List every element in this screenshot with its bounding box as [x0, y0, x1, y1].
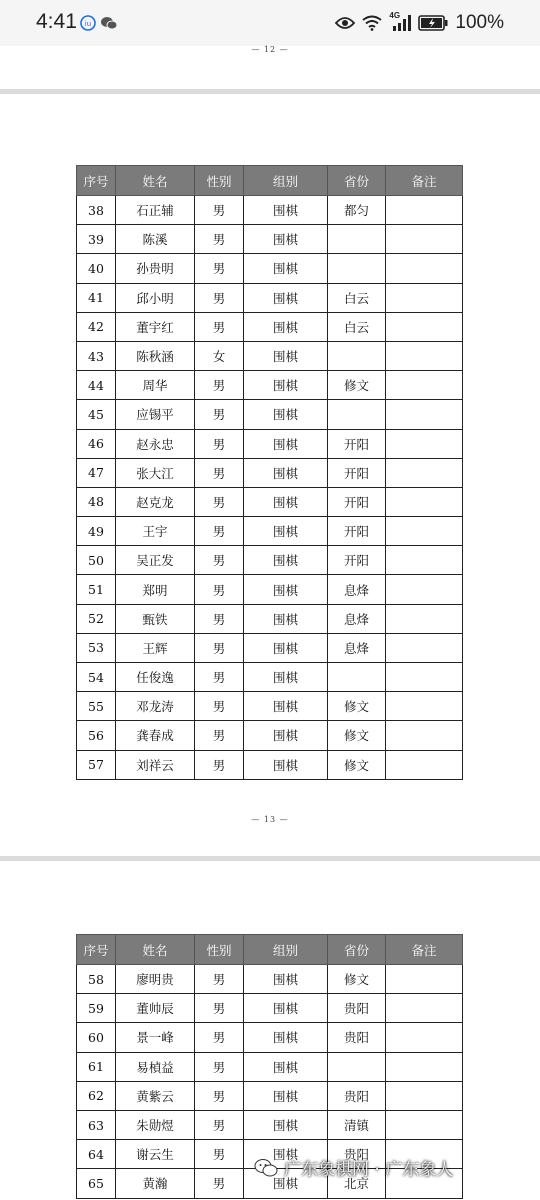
cell-name: 郑明	[116, 575, 195, 604]
cell-province: 白云	[328, 283, 386, 312]
cell-name: 王宇	[116, 517, 195, 546]
cell-remarks	[386, 663, 463, 692]
cell-index: 57	[77, 750, 116, 779]
cell-remarks	[386, 965, 463, 994]
cell-group: 围棋	[244, 458, 328, 487]
table-row	[77, 371, 463, 400]
status-time: 4:41	[36, 10, 77, 33]
header-province: 省份	[328, 935, 386, 965]
cell-index: 56	[77, 721, 116, 750]
cell-name: 黄紫云	[116, 1081, 195, 1110]
cell-group: 围棋	[244, 692, 328, 721]
table-row	[77, 283, 463, 312]
cell-group: 围棋	[244, 225, 328, 254]
table-row	[77, 254, 463, 283]
cell-group: 围棋	[244, 604, 328, 633]
cell-gender: 男	[195, 1052, 244, 1081]
cell-remarks	[386, 371, 463, 400]
cell-gender: 男	[195, 994, 244, 1023]
cell-remarks	[386, 196, 463, 225]
cell-province: 贵阳	[328, 994, 386, 1023]
cell-group: 围棋	[244, 196, 328, 225]
cell-group: 围棋	[244, 633, 328, 662]
app-notification-icon	[80, 15, 96, 31]
cell-group: 围棋	[244, 1169, 328, 1198]
cell-group: 围棋	[244, 517, 328, 546]
cell-province: 北京	[328, 1169, 386, 1198]
cell-index: 48	[77, 487, 116, 516]
table-row	[77, 225, 463, 254]
roster-table	[76, 165, 463, 780]
cell-gender: 男	[195, 283, 244, 312]
cell-group: 围棋	[244, 283, 328, 312]
table-row	[77, 196, 463, 225]
cell-index: 50	[77, 546, 116, 575]
header-remarks: 备注	[386, 166, 463, 196]
cell-name: 石正辅	[116, 196, 195, 225]
cell-group: 围棋	[244, 487, 328, 516]
cell-gender: 男	[195, 1169, 244, 1198]
cell-province: 息烽	[328, 633, 386, 662]
cell-index: 64	[77, 1140, 116, 1169]
header-group: 组别	[244, 935, 328, 965]
cell-gender: 男	[195, 1110, 244, 1139]
table-row	[77, 1110, 463, 1139]
battery-percent: 100%	[455, 12, 504, 33]
cell-remarks	[386, 341, 463, 370]
cell-group: 围棋	[244, 341, 328, 370]
table-row	[77, 517, 463, 546]
cell-name: 廖明贵	[116, 965, 195, 994]
cell-index: 46	[77, 429, 116, 458]
cell-remarks	[386, 994, 463, 1023]
cell-gender: 男	[195, 312, 244, 341]
cell-index: 65	[77, 1169, 116, 1198]
cell-group: 围棋	[244, 663, 328, 692]
cell-gender: 男	[195, 604, 244, 633]
cell-province: 开阳	[328, 517, 386, 546]
table-row	[77, 663, 463, 692]
cell-remarks	[386, 692, 463, 721]
cell-index: 51	[77, 575, 116, 604]
cell-name: 黄瀚	[116, 1169, 195, 1198]
cell-name: 邱小明	[116, 283, 195, 312]
cell-group: 围棋	[244, 254, 328, 283]
cell-remarks	[386, 604, 463, 633]
cell-gender: 男	[195, 721, 244, 750]
page-separator	[0, 89, 540, 94]
header-name: 姓名	[116, 935, 195, 965]
cell-remarks	[386, 750, 463, 779]
cell-gender: 男	[195, 487, 244, 516]
cell-name: 孙贵明	[116, 254, 195, 283]
cell-name: 任俊逸	[116, 663, 195, 692]
watermark-text: 广东象棋网 · 广东象人	[284, 1160, 454, 1180]
cell-name: 周华	[116, 371, 195, 400]
cell-name: 王辉	[116, 633, 195, 662]
cell-gender: 男	[195, 692, 244, 721]
cell-group: 围棋	[244, 1081, 328, 1110]
cell-gender: 男	[195, 371, 244, 400]
cell-province: 修文	[328, 750, 386, 779]
cell-name: 甄铁	[116, 604, 195, 633]
cell-group: 围棋	[244, 312, 328, 341]
table-header-row	[77, 935, 463, 965]
cell-gender: 男	[195, 458, 244, 487]
cell-group: 围棋	[244, 994, 328, 1023]
cell-index: 49	[77, 517, 116, 546]
cell-province: 开阳	[328, 487, 386, 516]
cell-name: 吴正发	[116, 546, 195, 575]
cell-remarks	[386, 1081, 463, 1110]
cell-gender: 男	[195, 400, 244, 429]
cell-remarks	[386, 312, 463, 341]
cell-province: 贵阳	[328, 1023, 386, 1052]
cell-province: 修文	[328, 965, 386, 994]
cell-province	[328, 400, 386, 429]
table-row	[77, 604, 463, 633]
cell-gender: 男	[195, 254, 244, 283]
cell-gender: 男	[195, 1081, 244, 1110]
cell-province: 白云	[328, 312, 386, 341]
cell-index: 53	[77, 633, 116, 662]
cell-gender: 男	[195, 517, 244, 546]
cell-gender: 男	[195, 663, 244, 692]
table-row	[77, 429, 463, 458]
cellular-signal-icon	[389, 11, 411, 31]
header-gender: 性别	[195, 935, 244, 965]
svg-text:iu: iu	[84, 20, 92, 28]
cell-remarks	[386, 1110, 463, 1139]
cell-province	[328, 663, 386, 692]
cell-name: 邓龙涛	[116, 692, 195, 721]
cell-index: 52	[77, 604, 116, 633]
status-bar	[0, 0, 540, 46]
cell-group: 围棋	[244, 1140, 328, 1169]
cell-province: 贵阳	[328, 1081, 386, 1110]
cell-name: 景一峰	[116, 1023, 195, 1052]
cell-province: 都匀	[328, 196, 386, 225]
cell-name: 赵克龙	[116, 487, 195, 516]
table-row	[77, 1081, 463, 1110]
cell-group: 围棋	[244, 1110, 328, 1139]
cell-name: 朱勋煜	[116, 1110, 195, 1139]
page-number: — 12 —	[251, 45, 289, 54]
cell-province: 修文	[328, 721, 386, 750]
cell-remarks	[386, 1052, 463, 1081]
cell-index: 43	[77, 341, 116, 370]
cell-name: 赵永忠	[116, 429, 195, 458]
header-index: 序号	[77, 166, 116, 196]
cell-province: 息烽	[328, 575, 386, 604]
table-row	[77, 633, 463, 662]
table-header-row	[77, 166, 463, 196]
cell-name: 刘祥云	[116, 750, 195, 779]
page-number: — 13 —	[251, 815, 289, 824]
cell-remarks	[386, 575, 463, 604]
cell-remarks	[386, 429, 463, 458]
cell-group: 围棋	[244, 546, 328, 575]
cell-index: 63	[77, 1110, 116, 1139]
table-row	[77, 312, 463, 341]
header-province: 省份	[328, 166, 386, 196]
cell-index: 44	[77, 371, 116, 400]
table-row	[77, 994, 463, 1023]
header-group: 组别	[244, 166, 328, 196]
cell-province	[328, 1052, 386, 1081]
cell-group: 围棋	[244, 575, 328, 604]
cell-remarks	[386, 400, 463, 429]
cell-name: 陈溪	[116, 225, 195, 254]
network-type-label: 4G	[389, 11, 401, 20]
cell-index: 39	[77, 225, 116, 254]
cell-province	[328, 225, 386, 254]
cell-province: 贵阳	[328, 1140, 386, 1169]
cell-group: 围棋	[244, 965, 328, 994]
cell-gender: 男	[195, 965, 244, 994]
cell-remarks	[386, 721, 463, 750]
cell-province: 修文	[328, 371, 386, 400]
table-row	[77, 341, 463, 370]
cell-index: 55	[77, 692, 116, 721]
cell-name: 应锡平	[116, 400, 195, 429]
wifi-icon	[362, 15, 382, 31]
cell-province: 开阳	[328, 429, 386, 458]
cell-index: 47	[77, 458, 116, 487]
header-gender: 性别	[195, 166, 244, 196]
cell-gender: 男	[195, 1140, 244, 1169]
watermark	[254, 1155, 453, 1180]
table-row	[77, 1023, 463, 1052]
cell-remarks	[386, 487, 463, 516]
cell-gender: 男	[195, 196, 244, 225]
cell-name: 谢云生	[116, 1140, 195, 1169]
table-row	[77, 458, 463, 487]
cell-index: 58	[77, 965, 116, 994]
cell-name: 易楨益	[116, 1052, 195, 1081]
wechat-icon	[100, 15, 118, 31]
cell-index: 42	[77, 312, 116, 341]
header-name: 姓名	[116, 166, 195, 196]
table-row	[77, 1052, 463, 1081]
cell-name: 张大江	[116, 458, 195, 487]
battery-icon	[418, 15, 448, 31]
cell-group: 围棋	[244, 1023, 328, 1052]
cell-index: 60	[77, 1023, 116, 1052]
cell-remarks	[386, 458, 463, 487]
cell-province: 开阳	[328, 546, 386, 575]
cell-remarks	[386, 225, 463, 254]
cell-name: 陈秋涵	[116, 341, 195, 370]
cell-group: 围棋	[244, 429, 328, 458]
cell-group: 围棋	[244, 400, 328, 429]
cell-name: 董宇红	[116, 312, 195, 341]
eye-icon	[335, 16, 355, 30]
cell-gender: 男	[195, 575, 244, 604]
cell-index: 54	[77, 663, 116, 692]
cell-province: 修文	[328, 692, 386, 721]
cell-index: 59	[77, 994, 116, 1023]
cell-name: 龚春成	[116, 721, 195, 750]
table-row	[77, 400, 463, 429]
cell-gender: 男	[195, 633, 244, 662]
table-row	[77, 750, 463, 779]
cell-province: 息烽	[328, 604, 386, 633]
cell-remarks	[386, 633, 463, 662]
cell-remarks	[386, 283, 463, 312]
cell-index: 41	[77, 283, 116, 312]
page-separator	[0, 856, 540, 861]
cell-group: 围棋	[244, 371, 328, 400]
cell-gender: 男	[195, 546, 244, 575]
cell-group: 围棋	[244, 750, 328, 779]
wechat-icon	[254, 1158, 278, 1178]
table-row	[77, 721, 463, 750]
cell-name: 董帅辰	[116, 994, 195, 1023]
cell-gender: 男	[195, 429, 244, 458]
cell-province	[328, 341, 386, 370]
cell-remarks	[386, 1023, 463, 1052]
cell-remarks	[386, 546, 463, 575]
cell-group: 围棋	[244, 721, 328, 750]
cell-gender: 男	[195, 225, 244, 254]
header-index: 序号	[77, 935, 116, 965]
table-row	[77, 692, 463, 721]
cell-gender: 女	[195, 341, 244, 370]
cell-index: 45	[77, 400, 116, 429]
cell-gender: 男	[195, 750, 244, 779]
cell-index: 61	[77, 1052, 116, 1081]
table-row	[77, 575, 463, 604]
cell-gender: 男	[195, 1023, 244, 1052]
cell-remarks	[386, 517, 463, 546]
cell-index: 40	[77, 254, 116, 283]
cell-index: 62	[77, 1081, 116, 1110]
cell-province	[328, 254, 386, 283]
table-row	[77, 965, 463, 994]
cell-index: 38	[77, 196, 116, 225]
cell-remarks	[386, 254, 463, 283]
table-row	[77, 546, 463, 575]
cell-province: 开阳	[328, 458, 386, 487]
cell-province: 清镇	[328, 1110, 386, 1139]
table-row	[77, 487, 463, 516]
header-remarks: 备注	[386, 935, 463, 965]
cell-group: 围棋	[244, 1052, 328, 1081]
